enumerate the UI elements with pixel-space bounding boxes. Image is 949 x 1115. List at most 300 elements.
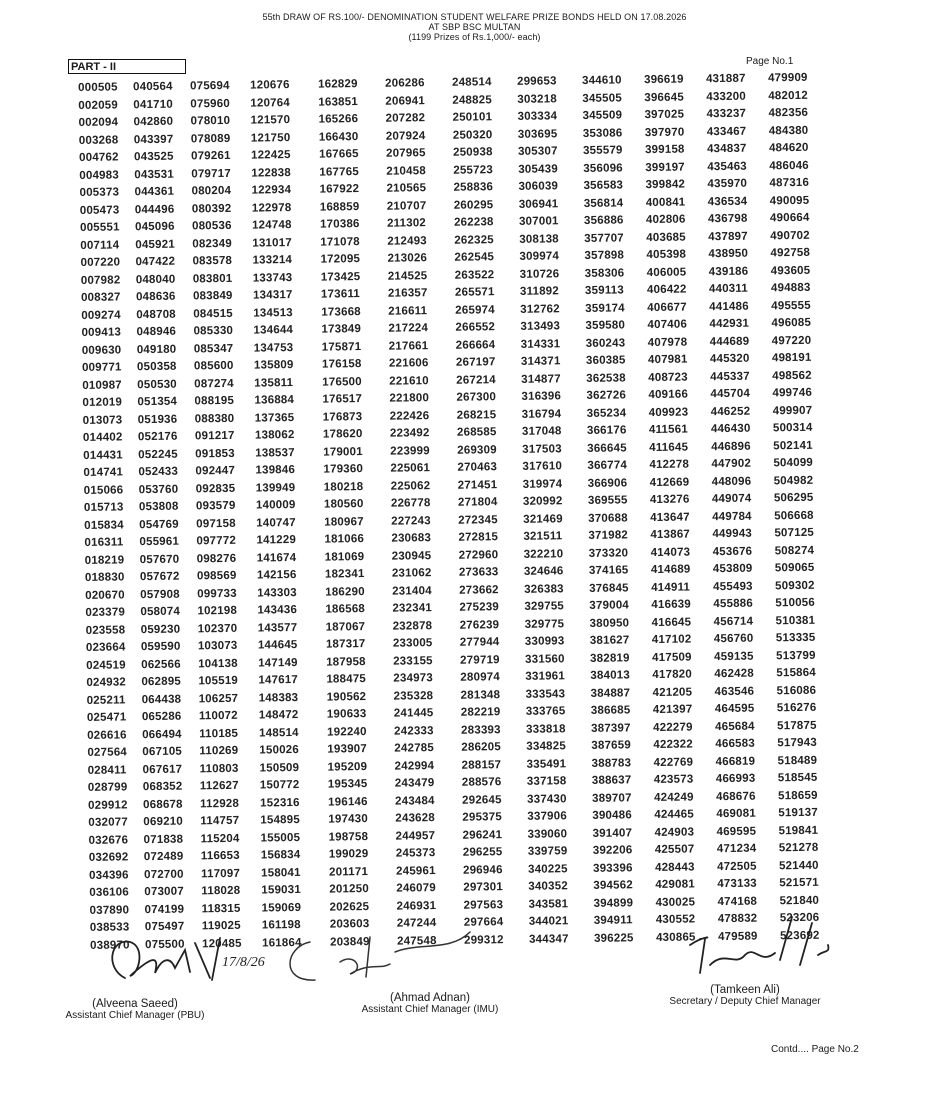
bond-number: 486046 [769, 159, 809, 172]
bond-number: 296241 [462, 828, 503, 842]
bond-number: 421205 [652, 685, 693, 699]
bond-number: 181069 [324, 550, 365, 564]
bond-number: 147617 [258, 673, 299, 687]
bond-number: 000505 [78, 81, 118, 94]
bond-number: 405398 [646, 248, 687, 262]
bond-number: 296255 [462, 846, 503, 859]
bond-number: 271451 [457, 478, 498, 492]
bond-number: 121570 [250, 114, 291, 127]
bond-number: 201250 [329, 883, 369, 896]
bond-number: 500314 [772, 421, 813, 435]
bond-number: 394899 [593, 896, 634, 910]
bond-number: 180218 [323, 480, 364, 494]
bond-column [318, 76, 370, 951]
bond-number: 393396 [592, 861, 633, 875]
bond-number: 133743 [252, 271, 293, 285]
bond-number: 394562 [593, 879, 633, 892]
bond-number: 482012 [768, 89, 808, 102]
bond-number: 296946 [462, 863, 503, 877]
bond-number: 015713 [83, 501, 124, 514]
bond-number: 494883 [770, 281, 811, 295]
bond-number: 112928 [200, 797, 240, 810]
bond-number: 221610 [389, 374, 429, 388]
bond-number: 044361 [134, 185, 175, 199]
bond-number: 072489 [143, 850, 184, 864]
bond-number: 167665 [318, 148, 359, 161]
bond-number: 067105 [142, 745, 183, 759]
bond-number: 498191 [771, 351, 812, 365]
bond-number: 161864 [261, 936, 302, 950]
bond-number: 353086 [582, 126, 623, 140]
bond-number: 255723 [453, 163, 493, 177]
bond-number: 173611 [320, 288, 361, 301]
bond-number: 170386 [319, 218, 360, 231]
bond-number: 105519 [198, 674, 239, 688]
bond-number: 042860 [133, 115, 174, 129]
bond-number: 210565 [386, 182, 427, 195]
bond-number: 143577 [257, 621, 298, 635]
bond-number: 339060 [527, 827, 568, 841]
bond-number: 388637 [591, 774, 632, 787]
bond-column [582, 72, 634, 947]
bond-number: 245373 [395, 847, 436, 860]
bond-number: 471234 [716, 842, 757, 856]
bond-number: 088195 [194, 394, 235, 408]
bond-number: 388783 [591, 756, 632, 770]
bond-number: 048040 [135, 273, 176, 286]
bond-number: 314877 [521, 372, 561, 386]
bond-number: 091853 [195, 447, 235, 460]
bond-number-table [78, 69, 870, 952]
bond-number: 142156 [256, 568, 297, 582]
bond-number: 366176 [586, 424, 627, 437]
bond-number: 097772 [196, 534, 237, 548]
bond-number: 072700 [144, 868, 184, 881]
bond-number: 052245 [138, 448, 178, 461]
bond-number: 233155 [393, 654, 433, 668]
bond-number: 062895 [141, 675, 182, 689]
bond-number: 135811 [254, 376, 294, 390]
bond-number: 464595 [714, 702, 755, 716]
bond-number: 010987 [82, 378, 122, 392]
bond-number: 288157 [461, 758, 502, 772]
bond-number: 155005 [260, 831, 301, 845]
bond-number: 515864 [776, 666, 817, 680]
bond-number: 268585 [456, 426, 497, 439]
bond-number: 442931 [709, 317, 750, 331]
bond-number: 242994 [394, 759, 435, 773]
bond-number: 317610 [522, 460, 563, 473]
bond-number: 463546 [714, 685, 755, 698]
bond-number: 357707 [584, 231, 624, 245]
bond-number: 032676 [88, 833, 129, 847]
bond-number: 509065 [774, 561, 815, 575]
bond-number: 453809 [712, 562, 753, 576]
bond-number: 408723 [648, 371, 688, 384]
bond-number: 167765 [319, 165, 359, 179]
bond-number: 316396 [521, 390, 562, 403]
bond-number: 441486 [709, 300, 749, 313]
bond-number: 340352 [528, 880, 568, 893]
bond-number: 087274 [194, 377, 234, 390]
bond-number: 436798 [707, 212, 748, 226]
bond-number: 518659 [777, 789, 818, 802]
bond-number: 329775 [524, 617, 565, 631]
bond-number: 080536 [191, 219, 232, 233]
signatory-3-name: (Tamkeen Ali) [710, 984, 780, 996]
bond-number: 148472 [258, 708, 299, 722]
bond-number: 067617 [142, 763, 183, 776]
bond-number: 380950 [589, 616, 630, 630]
bond-number: 059230 [140, 623, 181, 636]
bond-number: 360385 [585, 354, 626, 367]
bond-number: 088380 [194, 412, 235, 425]
bond-number: 406422 [646, 283, 687, 297]
bond-number: 399197 [645, 161, 685, 174]
bond-number: 012019 [82, 396, 123, 409]
bond-number: 230945 [391, 549, 432, 563]
bond-number: 235328 [393, 689, 434, 703]
bond-number: 374165 [588, 564, 629, 577]
bond-number: 517943 [777, 736, 817, 750]
bond-number: 122425 [250, 149, 291, 162]
bond-number: 040564 [133, 80, 173, 94]
bond-number: 121750 [250, 131, 291, 145]
bond-number: 242785 [394, 742, 435, 755]
bond-number: 216611 [388, 304, 428, 318]
bond-number: 370688 [588, 511, 628, 525]
bond-number: 083578 [192, 254, 233, 268]
bond-number: 424249 [653, 790, 694, 804]
bond-number: 181066 [324, 533, 365, 546]
bond-number: 227243 [391, 514, 431, 528]
bond-number: 495555 [771, 299, 811, 312]
bond-number: 428443 [654, 860, 695, 874]
bond-number: 376845 [589, 581, 629, 595]
bond-number: 085600 [193, 359, 234, 373]
bond-number: 038533 [89, 921, 130, 934]
bond-number: 337906 [527, 810, 567, 823]
bond-number: 136884 [254, 394, 295, 407]
bond-number: 321469 [523, 512, 563, 526]
bond-number: 098276 [196, 552, 237, 565]
bond-number: 493605 [770, 264, 811, 277]
bond-number: 416645 [651, 615, 692, 629]
bond-number: 250938 [452, 146, 493, 159]
bond-number: 180560 [323, 498, 364, 511]
bond-number: 186290 [325, 585, 365, 599]
bond-number: 329755 [524, 600, 565, 613]
bond-number: 167922 [319, 183, 360, 196]
bond-number: 032692 [88, 851, 129, 864]
bond-column [190, 78, 242, 953]
bond-number: 144645 [257, 638, 298, 652]
bond-number: 407406 [647, 318, 688, 332]
bond-number: 141674 [256, 551, 297, 565]
bond-number: 231062 [391, 567, 432, 580]
bond-number: 223492 [389, 427, 430, 440]
bond-column [452, 74, 504, 949]
bond-number: 085347 [193, 342, 234, 355]
bond-number: 504982 [773, 474, 814, 487]
bond-number: 018219 [84, 553, 125, 567]
bond-number: 446430 [710, 422, 751, 436]
bond-number: 345505 [582, 91, 622, 105]
bond-number: 466993 [715, 772, 756, 786]
bond-number: 246079 [396, 882, 436, 895]
bond-number: 059590 [140, 640, 181, 654]
bond-number: 135809 [253, 359, 294, 372]
bond-number: 366774 [587, 459, 628, 472]
bond-number: 455886 [713, 597, 754, 611]
bond-number: 138537 [255, 446, 295, 460]
bond-number: 391407 [592, 826, 633, 840]
bond-number: 051354 [137, 395, 178, 409]
bond-number: 307001 [518, 215, 559, 228]
bond-number: 083801 [192, 272, 233, 285]
bond-number: 131017 [252, 236, 292, 250]
bond-number: 195209 [327, 760, 368, 774]
bond-number: 482356 [768, 106, 809, 120]
bond-number: 048636 [135, 290, 176, 304]
bond-number: 066494 [142, 728, 182, 741]
bond-number: 110072 [198, 709, 238, 723]
signatory-1 [20, 998, 250, 1021]
bond-number: 004762 [79, 151, 119, 164]
bond-number: 356886 [583, 214, 624, 227]
bond-number: 143303 [257, 586, 297, 600]
bond-number: 275239 [459, 601, 500, 614]
bond-number: 051936 [137, 413, 178, 426]
bond-number: 314331 [520, 337, 561, 351]
bond-number: 187317 [325, 638, 366, 651]
bond-number: 084515 [193, 307, 233, 320]
bond-number: 343581 [528, 897, 569, 911]
bond-number: 276239 [459, 618, 500, 632]
bond-number: 025471 [86, 711, 127, 724]
document-header [0, 12, 949, 42]
bond-number: 497220 [771, 334, 812, 347]
bond-number: 516086 [776, 684, 817, 697]
bond-number: 337158 [526, 775, 567, 788]
bond-number: 424903 [654, 825, 695, 839]
bond-number: 221606 [388, 357, 429, 370]
bond-number: 014431 [83, 448, 123, 462]
bond-number: 018830 [84, 571, 125, 584]
bond-number: 373320 [588, 546, 629, 560]
bond-number: 226778 [390, 497, 431, 510]
bond-number: 448096 [711, 475, 752, 488]
bond-number: 207965 [385, 147, 426, 160]
bond-number: 519841 [778, 824, 819, 837]
bond-number: 057672 [139, 570, 180, 584]
bond-number: 487316 [769, 176, 810, 190]
bond-number: 438950 [708, 247, 749, 261]
bond-number: 250320 [452, 128, 493, 142]
bond-number: 043525 [133, 150, 174, 164]
signatory-1-name: (Alveena Saeed) [92, 998, 178, 1010]
bond-number: 196146 [328, 795, 368, 809]
bond-number: 266552 [455, 321, 496, 334]
bond-number: 050358 [136, 360, 177, 374]
bond-number: 232341 [392, 602, 433, 615]
bond-number: 265974 [455, 303, 495, 317]
bond-number: 159069 [261, 901, 302, 915]
bond-number: 453676 [712, 545, 753, 558]
bond-number: 446896 [711, 440, 751, 453]
bond-number: 211302 [386, 217, 427, 230]
bond-number: 466819 [715, 755, 756, 768]
signature-tamkeen-ali [660, 905, 860, 980]
bond-number: 213026 [387, 252, 428, 265]
bond-number: 232878 [392, 619, 433, 633]
bond-number: 422769 [653, 755, 694, 769]
bond-number: 456714 [713, 615, 754, 628]
bond-number: 083849 [192, 289, 233, 303]
bond-number: 445337 [710, 370, 750, 383]
bond-number: 518489 [777, 754, 818, 767]
bond-number: 292645 [462, 793, 502, 807]
bond-number: 173849 [321, 323, 362, 336]
bond-number: 303695 [517, 127, 558, 141]
bond-number: 007114 [80, 238, 120, 252]
bond-number: 028411 [87, 763, 127, 777]
bond-number: 267214 [456, 373, 496, 387]
bond-number: 187958 [326, 655, 366, 669]
bond-number: 007982 [80, 273, 121, 287]
bond-number: 198758 [328, 830, 369, 844]
bond-number: 195345 [327, 778, 368, 791]
part-label: PART - II [68, 59, 186, 74]
bond-number: 430025 [655, 895, 696, 909]
bond-number: 241445 [393, 707, 434, 720]
bond-number: 357898 [584, 249, 625, 262]
bond-number: 097158 [196, 517, 236, 530]
bond-number: 516276 [776, 701, 817, 715]
bond-number: 020670 [85, 588, 125, 602]
bond-number: 409923 [648, 406, 689, 419]
bond-number: 034396 [89, 868, 129, 882]
bond-number: 502141 [773, 439, 813, 452]
bond-number: 267197 [455, 356, 496, 369]
bond-number: 407978 [647, 336, 688, 349]
bond-number: 138062 [254, 429, 295, 442]
bond-number: 143436 [257, 603, 298, 617]
bond-number: 392206 [592, 844, 633, 857]
bond-number: 008327 [80, 291, 121, 304]
bond-number: 472505 [716, 860, 757, 873]
bond-number: 118028 [201, 884, 241, 898]
bond-number: 079261 [190, 149, 231, 163]
bond-number: 262545 [454, 251, 495, 264]
bond-number: 270463 [457, 461, 498, 474]
bond-number: 397025 [644, 108, 685, 122]
bond-number: 036106 [89, 886, 130, 899]
bond-number: 382819 [590, 651, 630, 665]
bond-number: 243479 [394, 777, 435, 790]
bond-number: 152316 [260, 796, 300, 810]
bond-number: 052433 [138, 465, 179, 479]
bond-number: 279719 [460, 653, 500, 667]
bond-number: 037890 [89, 903, 130, 917]
bond-number: 150509 [259, 761, 300, 775]
bond-number: 217661 [388, 339, 429, 353]
bond-number: 120764 [250, 96, 290, 110]
bond-number: 439186 [708, 265, 749, 278]
bond-number: 045921 [135, 238, 175, 251]
bond-number: 396645 [644, 91, 684, 104]
bond-number: 016311 [84, 536, 124, 549]
bond-number: 222426 [389, 409, 430, 423]
bond-number: 297301 [463, 881, 503, 894]
bond-number: 175871 [321, 340, 362, 354]
bond-number: 178620 [322, 428, 363, 441]
bond-number: 014402 [82, 431, 123, 444]
bond-number: 306941 [518, 197, 559, 211]
bond-number: 473133 [717, 877, 757, 891]
bond-number: 243628 [395, 812, 436, 825]
bond-number: 333818 [526, 722, 566, 736]
bond-number: 359113 [584, 284, 625, 297]
bond-number: 277944 [459, 636, 500, 649]
bond-number: 330993 [524, 635, 565, 648]
bond-number: 091217 [194, 429, 235, 443]
bond-number: 053760 [138, 483, 179, 496]
bond-number: 449943 [712, 527, 753, 541]
bond-number: 434837 [706, 142, 747, 156]
bond-number: 154895 [260, 813, 301, 827]
draw-location: AT SBP BSC MULTAN [428, 22, 521, 32]
bond-number: 117097 [201, 867, 241, 880]
bond-number: 103073 [197, 639, 238, 653]
bond-number: 344021 [528, 915, 569, 928]
bond-number: 422279 [653, 720, 693, 734]
bond-number: 400841 [645, 196, 686, 209]
bond-number: 466583 [715, 737, 755, 751]
bond-number: 272815 [458, 531, 499, 544]
bond-number: 414911 [651, 581, 691, 594]
bond-number: 242333 [394, 724, 434, 738]
bond-number: 092447 [195, 464, 236, 478]
bond-number: 314371 [520, 355, 561, 368]
bond-number: 365234 [586, 406, 627, 420]
bond-number: 371982 [588, 529, 629, 542]
bond-column [250, 77, 302, 952]
bond-number: 092835 [195, 482, 236, 495]
bond-number: 413647 [650, 511, 690, 524]
bond-number: 412669 [649, 476, 690, 489]
bond-number: 411645 [649, 441, 689, 454]
bond-number: 280974 [460, 671, 501, 684]
bond-number: 417102 [651, 633, 692, 647]
bond-number: 436534 [707, 195, 748, 208]
bond-number: 230683 [391, 532, 432, 545]
bond-number: 003268 [78, 133, 119, 147]
bond-number: 112627 [199, 779, 239, 793]
bond-number: 162829 [318, 78, 358, 91]
bond-number: 344347 [528, 932, 569, 946]
bond-number: 166430 [318, 130, 359, 144]
bond-number: 409166 [648, 388, 689, 402]
bond-number: 265571 [454, 286, 495, 299]
bond-number: 521571 [779, 876, 819, 890]
bond-number: 268215 [456, 408, 497, 422]
bond-number: 047422 [135, 255, 176, 269]
bond-number: 396225 [593, 931, 634, 945]
bond-number: 506295 [773, 491, 814, 505]
bond-number: 043531 [134, 168, 174, 181]
bond-number: 389707 [591, 791, 632, 805]
